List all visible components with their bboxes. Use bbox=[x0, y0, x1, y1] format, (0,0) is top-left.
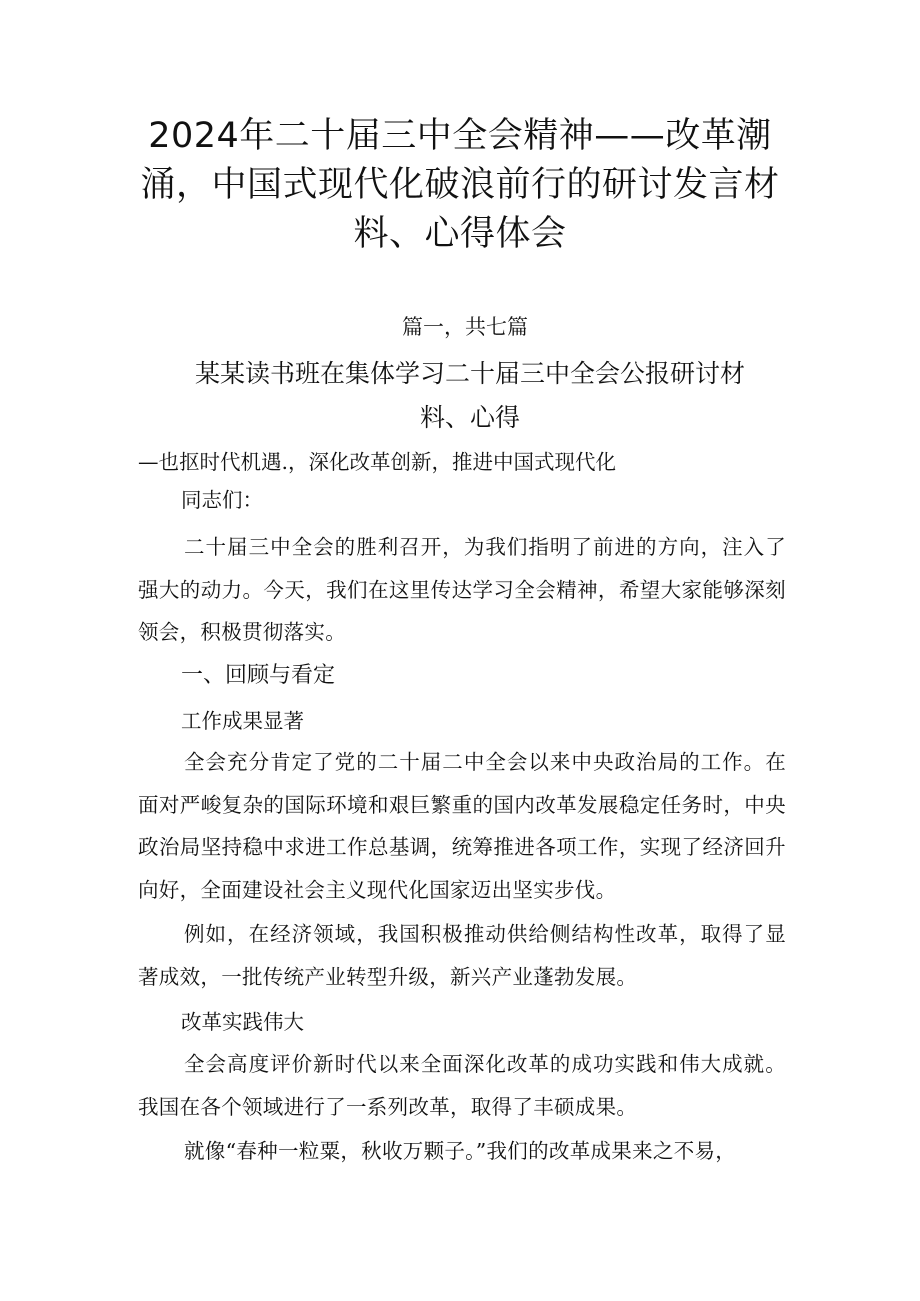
section-heading: 一、回顾与看定 bbox=[181, 663, 336, 688]
document-title: 2024年二十届三中全会精神——改革潮涌，中国式现代化破浪前行的研讨发言材料、心得体会 bbox=[140, 116, 780, 254]
body-paragraph: 就像“春种一粒粟，秋收万颗子。”我们的改革成果来之不易， bbox=[184, 1139, 737, 1163]
article-title: 某某读书班在集体学习二十届三中全会公报研讨材料、心得 bbox=[194, 359, 745, 432]
subsection-heading: 改革实践伟大 bbox=[181, 1010, 304, 1034]
subsection-heading: 工作成果显著 bbox=[181, 709, 304, 733]
body-paragraph: 全会高度评价新时代以来全面深化改革的成功实践和伟大成就。我国在各个领域进行了一系列改革，取得了丰硕成果。 bbox=[138, 1052, 786, 1119]
article-subtitle: —也抠时代机遇.，深化改革创新，推进中国式现代化 bbox=[138, 450, 617, 474]
series-label: 篇一，共七篇 bbox=[402, 315, 528, 339]
body-paragraph: 全会充分肯定了党的二十届二中全会以来中央政治局的工作。在面对严峻复杂的国际环境和艰巨繁重的国内改革发展稳定任务时，中央政治局坚持稳中求进工作总基调，统筹推进各项工作，实现了经济回升向好，全面建设社会主义现代化国家迈出坚实步伐。 bbox=[138, 750, 786, 902]
intro-paragraph: 二十届三中全会的胜利召开，为我们指明了前进的方向，注入了强大的动力。今天，我们在这里传达学习全会精神，希望大家能够深刻领会，积极贯彻落实。 bbox=[138, 535, 786, 644]
salutation: 同志们： bbox=[181, 488, 263, 512]
body-paragraph: 例如，在经济领域，我国积极推动供给侧结构性改革，取得了显著成效，一批传统产业转型升级，新兴产业蓬勃发展。 bbox=[138, 922, 786, 989]
